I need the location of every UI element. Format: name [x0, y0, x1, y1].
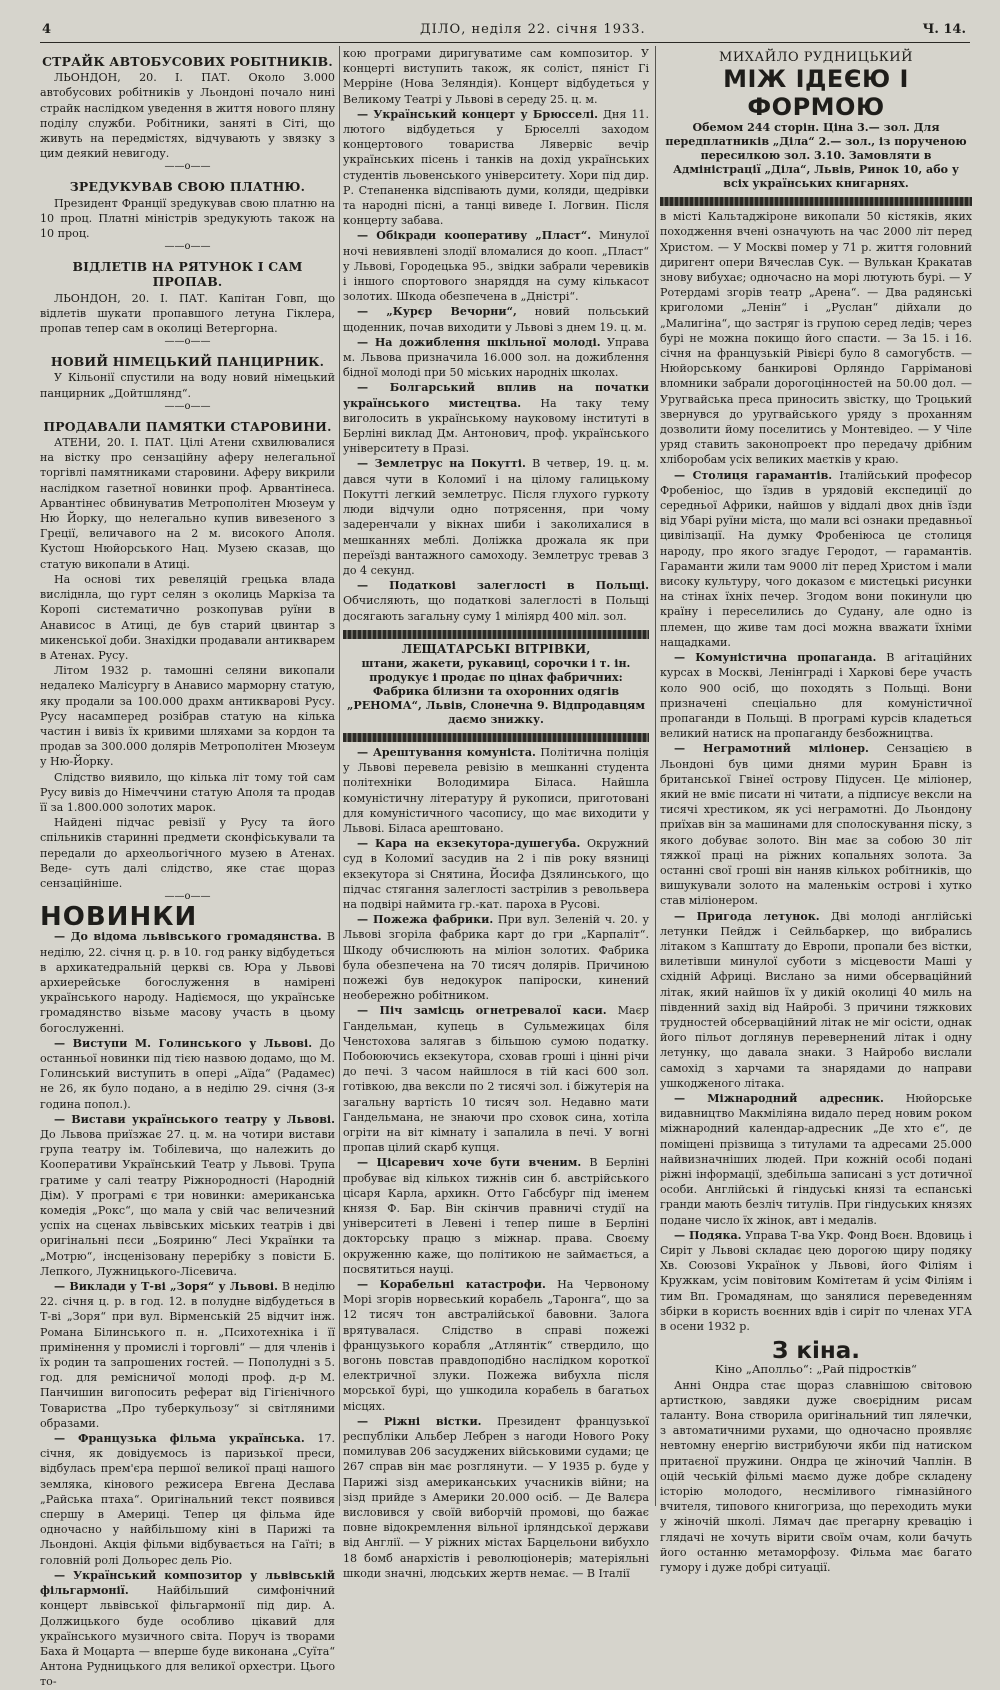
- news-text: Політична поліція у Львові перевела ревізію в мешканні студента політехніки Володимира Біласа. Найшла комуністичну літературу й рукописи, приготовані для комуністичного часопису, що має виходити у Львові. Біласа арештовано.: [343, 745, 649, 835]
- column-3: [660, 46, 973, 1575]
- news-text: При вул. Зеленій ч. 20. у Львові згоріла фабрика карт до гри „Карпаліт“. Шкоду обчислюють на міліон золотих. Фабрика була обезпечена на 70 тисяч долярів. Причиною пожежі був недокурок папіроски, кинений необережно робітником.: [343, 913, 649, 1003]
- news-text: Маєр Гандельман, купець в Сульмежицах біля Ченстохова залягав з більшою сумою податку. Побоюючись екзекутора, сховав гроші і цінні річи до печі. З часом найшлося в тій касі 600 зол. готівкою, два вексли по 2 тисячі зол. і біжутерія на загальну вартість 10 тисяч зол. Недавно мати Гандельмана, не знаючи про сховок сина, хотіла огріти на віт кімнату і запалила в печі. У вогні пропав цілий скарб купця.: [343, 1004, 649, 1155]
- news-lead: — Міжнародний адресник.: [674, 1091, 884, 1105]
- news-item: [343, 836, 649, 912]
- news-lead: — Український композитор у львівській фільгармонії.: [40, 1568, 335, 1598]
- article-text: АТЕНИ, 20. І. ПАТ. Цілі Атени схвилювалися на вістку про сензаційну аферу нелегальної торгівлі памятниками старовини. Аферу викрили наслідком газетної новинки проф. Арвантінеса. Арвантінес обвинуватив Метрополітен Мюзеум у Ню Йорку, що нелегально купив вивезеного з Греції, величавого на 2 м. високого Аполя. Кустош Нюйорського Нац. Музею сказав, що статую викопали в Атиці.: [40, 436, 335, 571]
- advertisement: [343, 642, 649, 727]
- column-1: [40, 46, 336, 1689]
- news-lead: — Виклади у Т-ві „Зоря“ у Львові.: [54, 1280, 279, 1294]
- news-lead: — До відома львівського громадянства.: [54, 930, 322, 944]
- section-heading: З кіна.: [772, 1338, 860, 1365]
- news-item: [40, 1568, 335, 1690]
- news-text: В четвер, 19. ц. м. дався чути в Коломиї і на цілому галицькому Покутті легкий землетрус. Після глухого гуркоту люди відчули одно потрясення, при чому задеренчали у вікнах шиби і заколихалися в мешканнях меблі. Доліжка дрожала як при переїзді вантажного самоходу. Землетрус тревав 3 до 4 секунд.: [343, 457, 649, 577]
- masthead-date: ДІЛО, неділя 22. січня 1933.: [420, 22, 646, 37]
- news-item: [343, 912, 649, 1003]
- news-item: [343, 1003, 649, 1155]
- ad-author: МИХАЙЛО РУДНИЦЬКИЙ: [719, 50, 913, 65]
- section-heading: НОВИНКИ: [40, 902, 198, 933]
- news-text: Минулої ночі невиявлені злодії вломалися до кооп. „Пласт“ у Львові, Городецька 95., звідки забрали черевиків і іншого спортового знаряддя на суму кількасот золотих. Шкода обезпечена в „Дністрі“.: [343, 229, 649, 304]
- news-text: До Львова приїзжає 27. ц. м. на чотири вистави група театру ім. Тобілевича, що належить до Кооперативи Український Театр у Львові. Трупа гратиме у салі театру Ріжнородності (Народній Дім). У програмі є три новинки: американська комедія „Рокс“, що мала у свій час величезний успіх на сценах львівських міських театрів і дві оригінальні пєси „Бояриню“ Лесі Українки та „Мотрю“, інсценізовану перерібку з повісти Б. Лепкого, Лужницького-Лісевича.: [40, 1128, 335, 1278]
- news-lead: — Цісаревич хоче бути вченим.: [357, 1156, 582, 1170]
- article-text: Слідство виявило, що кілька літ тому той сам Русу вивіз до Німеччини статую Аполя та продав її за 1.800.000 золотих марок.: [40, 770, 335, 814]
- news-item: [343, 1155, 649, 1277]
- news-text: Італійський професор Фробеніос, що їздив в урядовій експедиції до середньої Африки, найшов у віддалі двох днів їзди від Убарі руїни міста, що мали всі ознаки предавньої цивілізації. На думку Фробеніюса це столиця народу, про якого згадує Геродот, — гарамантів. Гараманти жили там 9000 літ перед Христом і мали високу культуру, чого доказом є мистецькі рисунки на стінах їхніх печер. Згодом вони покинули цю країну і переселились до Судану, але одно із племен, що живе там досі можна вважати їхніми нащадками.: [660, 468, 972, 649]
- news-item: [343, 107, 649, 229]
- news-lead: — Неграмотний міліонер.: [674, 742, 869, 756]
- news-lead: — Піч замісць огнетревалої каси.: [357, 1004, 607, 1018]
- ad-text: штани, жакети, рукавиці, сорочки і т. ін. продукує і продає по цінах фабричних: Фабрика білизни та охоронних одягів „РЕНОМА“, Львів, Слонечна 9. Відпродавцям даємо знижку.: [347, 656, 645, 726]
- news-text: Дня 11. лютого відбудеться у Брюселлі заходом концертового товариства Лявервіс вечір українських пісень і танків на дохід українських студентів льовенського університету. Хори під дир. Р. Степаненка відспівають думи, коляди, щедрівки та народні пісні, а танці виведе І. Логвин. Після концерту забава.: [343, 107, 649, 228]
- news-item: [343, 228, 649, 304]
- article-title: СТРАЙК АВТОБУСОВИХ РОБІТНИКІВ.: [42, 54, 333, 69]
- column-2: [343, 46, 649, 1580]
- news-text: Управа м. Львова призначила 16.000 зол. на дожиблення бідної молоді при 50 міських народніх школах.: [343, 335, 649, 380]
- news-item: [343, 745, 649, 836]
- news-lead: — Корабельні катастрофи.: [357, 1278, 546, 1292]
- article-text: Найдені підчас ревізії у Русу та його спільників старинні предмети сконфіськували та передали до археольогічного музею в Атенах. Веде- суть далі слідство, яке стає щораз сензаційніше.: [40, 816, 335, 890]
- page-header: [40, 22, 970, 43]
- news-item: [343, 304, 649, 334]
- news-text: новий польський щоденник, почав виходити у Львові з днем 19. ц. м.: [343, 305, 649, 334]
- ad-title: МІЖ ІДЕЄЮ І ФОРМОЮ: [723, 65, 909, 122]
- news-item: [40, 1036, 335, 1112]
- news-lead: — Землетрус на Покутті.: [357, 457, 526, 471]
- news-lead: — Пригода летунок.: [674, 909, 820, 923]
- news-item: [40, 1112, 335, 1279]
- news-text: Дві молоді англійські летунки Пейдж і Сейльбаркер, що вибрались літаком з Капштату до Европи, пропали без вістки, вилетівши минулої суботи з місцевости Маші у східній Африці. Вислано за ними обсерваційний літак, який найшов їх у дикій околиці 40 миль на південний захід від Найробі. З причини тяжкових трудностей обсерваційний літак не міг осісти, однак його пільот доглянув перевернений літак і одну летунку, що давала знаки. З Найробо вислали самохід з харчами та знарядами до направи ушкодженого літака.: [660, 909, 972, 1090]
- news-text: На Червоному Морі згорів норвеський корабель „Таронга“, що за 12 тисяч тон австралійської бавовни. Залога врятувалася. Слідство в справі пожежі французького корабля „Атлянтік“ ствердило, що вогонь повстав правдоподібно наслідком короткої електричної злуки. Пожежа вибухла після морської бурі, що ушкодила корабель в багатьох місцях.: [343, 1278, 649, 1413]
- news-lead: — Кара на екзекутора-душегуба.: [357, 837, 581, 851]
- ad-heading: ЛЕЩАТАРСЬКІ ВІТРІВКИ,: [401, 641, 591, 656]
- ad-border: [660, 197, 972, 206]
- article-title: ЗРЕДУКУВАВ СВОЮ ПЛАТНЮ.: [69, 179, 306, 195]
- news-lead: — Комуністична пропаганда.: [674, 651, 877, 665]
- news-text: Управа Т-ва Укр. Фонд Воєн. Вдовиць і Сиріт у Львові складає цею дорогою щиру подяку Хв. Союзові Українок у Львові, його Філіям і Кружкам, усім повітовим Комітетам й усім Філіям і тим Вп. Громадянам, що занялися переведенням збірки в користь воєнних вдів і сиріт по членах УГА в осени 1932 р.: [660, 1228, 972, 1334]
- news-item: [343, 1414, 649, 1581]
- news-item: [660, 909, 972, 1091]
- news-lead: — Український концерт у Брюсселі.: [357, 107, 598, 121]
- separator: ——o——: [164, 400, 211, 412]
- book-advertisement: [660, 50, 972, 191]
- separator: ——o——: [164, 336, 211, 348]
- news-text: Найбільший симфонічний концерт львівської фільгармонії під дир. А. Должицького буде особливо цікавий для українського музичного світа. Поруч із творами Баха й Моцарта — вперше буде виконана „Суїта“ Антона Рудницького для великої орхестри. Цього то-: [40, 1584, 336, 1689]
- article-title: ВІДЛЕТІВ НА РЯТУНОК І САМ ПРОПАВ.: [72, 259, 303, 290]
- article-text: На основі тих ревеляцій грецька влада висліднла, що гурт селян з околиць Маркіза та Коропі систематично розкопував руїни в Анависос в Атиці, де був старий цвинтар з микенської доби. Знахідки продавали антикварем в Атенах. Русу.: [40, 572, 335, 662]
- ad-border: [343, 630, 649, 639]
- article-text: Анні Ондра стає щораз славнішою світовою артисткою, завдяки дуже своєрідним рисам таланту. Вона створила оригінальний тип лялечки, з автоматичними рухами, що одночасно проявляє невтомну енергію вистрибуючи якби під натиском притаєної пружини. Ондра це жіночий Чаплін. В оцій чеській фільмі маємо дуже добре складену історію молодого, несміливого гімназійного вчителя, типового книгогриза, що переходить муки у жіночій школі. Лямач дає прегарну кревацію і глядачі не хочуть вірити своїм очам, коли бачуть його останню метаморфозу. Фільма має багато гумору і дуже добрі ситуації.: [660, 1378, 972, 1575]
- separator: ——o——: [164, 241, 211, 253]
- article-text: Президент Франції зредукував свою платню на 10 проц. Платні міністрів зредукують також на 10 проц.: [40, 196, 335, 241]
- news-text: До останньої новинки під тією назвою додамо, що М. Голинський виступить в опері „Аїда“ (Радамес) не 26, як було подано, а в неділю 29. січня (3-я година попол.).: [40, 1036, 336, 1111]
- news-lead: — Французька фільма українська.: [54, 1432, 305, 1446]
- news-item: [660, 1228, 972, 1334]
- news-item: [40, 1279, 335, 1431]
- news-lead: — На дожиблення шкільної молоді.: [357, 335, 601, 349]
- ad-border: [343, 733, 649, 742]
- ad-text: Обемом 244 сторін. Ціна 3.— зол. Для передплатників „Діла“ 2.— зол., із порученою пересилкою зол. 3.10. Замовляти в Адміністрації „Діла“, Львів, Ринок 10, або у всіх українських книгарнях.: [665, 121, 967, 191]
- news-lead: — Виступи М. Голинського у Львові.: [54, 1036, 313, 1050]
- news-lead: — Арештування комуніста.: [357, 745, 536, 759]
- news-item: [40, 929, 335, 1035]
- news-item: [660, 468, 972, 650]
- news-item: [343, 1277, 649, 1414]
- page-number: 4: [42, 22, 52, 37]
- article-text: У Кільонії спустили на воду новий німецький панцирник „Дойтшлянд“.: [40, 371, 335, 400]
- news-text: В неділю 22. січня ц. р. в год. 12. в полудне відбудеться в Т-ві „Зоря“ при вул. Вірменській 25 відчит інж. Романа Білинського п. н. „Психотехніка і її примінення у промислі і торговлі“ — для членів і їх родин та запрошених гостей. — Пополудні з 5. год. для ремісничої молоді проф. д-р М. Панчишин вигопосить реферат від Гігієнічного Товариства „Про туберкульозу“ зі світляними образами.: [40, 1280, 335, 1430]
- column-divider: [655, 46, 656, 1506]
- article-text: кою програми диригуватиме сам композитор. У концерті виступить також, як соліст, пяніст Гі Мерріне (Нова Зеляндія). Концерт відбудеться у Великому Театрі у Львові в середу 25. ц. м.: [343, 47, 649, 106]
- news-text: В агітаційних курсах в Москві, Ленінграді і Харкові бере участь коло 900 осіб, що походять з Польщі. Вони призначені спеціально для комуністичної пропаганди в Польщі. В програмі курсів кладеться великий натиск на пропаганду безбожництва.: [660, 651, 972, 741]
- news-item: [343, 578, 649, 624]
- news-lead: — Пожежа фабрики.: [357, 913, 494, 927]
- news-lead: — „Курєр Вечорни“,: [357, 305, 517, 319]
- news-item: [343, 380, 649, 456]
- news-item: [660, 650, 972, 741]
- news-lead: — Податкові залеглості в Польщі.: [357, 579, 649, 593]
- news-text: Сензацією в Льондоні був цими днями мурин Бравн із британської Гвінеї острову Підусен. Це міліонер, який не вміє писати ні читати, а підписує вексли на тисячі хрестиком, як усі неграмотні. До Льондону приїхав він за машинами для сполоскування піску, з якого добуває золото. Він має за собою 30 літ тяжкої праці на ріжних копальнях золота. За останні свої гроші він наняв кількох робітників, що вишукували золото на маленькім острові і хутко став міліонером.: [660, 742, 972, 908]
- news-text: В Берліні пробуває від кількох тижнів син б. австрійського цісаря Карла, архикн. Отто Габсбург під іменем князя Ф. Бар. Він скінчив правничі студії на університеті в Левені і тепер пише в Берліні докторську працю з міжнар. права. Своєму окруженню каже, що політикою не займається, а посвятиться науці.: [343, 1156, 649, 1276]
- article-title: ПРОДАВАЛИ ПАМЯТКИ СТАРОВИНИ.: [43, 418, 332, 434]
- news-text: 17. січня, як довідуємось із паризької преси, відбулась прем'єра першої великої праці нашого земляка, кінового режисера Евгена Деслава „Райська птаха“. Оригінальний текст появився спершу в Америці. Тепер ця фільма йде одночасно у найбільшому кіні в Парижі та Льондоні. Акція фільми відбувається на Гаїті; в головній ролі Дольорес дель Ріо.: [40, 1432, 335, 1567]
- article-title: НОВИЙ НІМЕЦЬКИЙ ПАНЦИРНИК.: [50, 354, 325, 370]
- news-item: [343, 335, 649, 381]
- article-text: в місті Кальтаджіроне викопали 50 кістяків, яких походження вчені означують на час 2000 літ перед Христом. — У Москві помер у 71 р. життя головний диригент опери Вячеслав Сук. — Вулькан Кракатав знову вибухає; одночасно на морі лютують бурі. — У Ротердамі згорів театр „Арена“. — Два радянські криголоми „Ленін“ і „Руслан“ дійхали до „Малигіна“, що застряг із групою серед ледів; через бурі не можна покищо його спасти. — За 15. і 16. січня на французькій Рівієрі було 8 самогубств. — Нюйорському банкирові Орляндо Гарріманові вломники забрали дорогоцінностей на 50.00 дол. — Уругвайська преса приносить звістку, що Троцький звернувся до уругвайського уряду з проханням дозволити йому поселитись у Монтевідео. — У Чіле уряд ставить законопроект про передачу дрібним хліборобам усіх великих маєтків у краю.: [660, 210, 972, 467]
- news-item: [343, 456, 649, 578]
- news-text: Президент французької республіки Альбер Лебрен з нагоди Нового Року помилував 206 засуджених військовими судами; це 267 справ він має розглянути. — У 1935 р. буде у Парижі зізд американських учасників війни; на зізд прийде з Америки 20.000 осіб. — Де Валєра висловився у своїй виборчій промові, що бажає повне відокремлення вільної ірляндської держави від Англії. — У ріжних містах Барцельони вибухло 18 бомб анархістів і революціонерів; матеріяльні шкоди значні, людських жертв немає. — В Італії: [343, 1414, 649, 1580]
- news-item: [40, 1431, 335, 1568]
- article-text: ЛЬОНДОН, 20. І. ПАТ. Около 3.000 автобусових робітників у Льондоні почало нині страйк наслідком уведення в життя нового пляну поділу служби. Робітники, заняті в Сіті, що живуть на передмістях, відчувають у звязку з цим деякий невигоду.: [40, 71, 335, 161]
- separator: ——o——: [164, 161, 211, 173]
- news-lead: — Обікради кооперативу „Пласт“.: [357, 229, 592, 243]
- news-text: На таку тему виголосить в українському науковому інституті в Берліні виклад Дм. Антонович, проф. українського університету в Празі.: [343, 396, 649, 456]
- issue-number: Ч. 14.: [922, 22, 966, 37]
- cinema-subtitle: Кіно „Аполльо“: „Рай підростків“: [715, 1362, 917, 1377]
- news-text: Нюйорське видавництво Макміліяна видало перед новим роком міжнародний календар-адресник „Де хто є“, де поміщені прізвища з титулами та адресами 25.000 найвизначніших людей. При кожній особі подані ріжні інформації, здебільша записані з уст дотичної особи. Англійські й гіндуські князі та еспанські гранди мають безліч титулів. При гіндуських князях подане число їх жінок, авт і медалів.: [660, 1091, 973, 1227]
- news-lead: — Вистави українського театру у Львові.: [54, 1112, 335, 1126]
- column-divider: [339, 46, 340, 1506]
- news-text: В неділю, 22. січня ц. р. в 10. год ранку відбудеться в архикатедральній церкві св. Юра у Львові архиерейське богослуження в намірені українського народу. Надіємося, що українське громадянство візьме масову участь в цьому богослуженні.: [40, 930, 335, 1035]
- news-lead: — Ріжні вістки.: [357, 1414, 482, 1428]
- article-text: Літом 1932 р. тамошні селяни викопали недалеко Малісургу в Анависо марморну статую, яку продали за 100.000 драхм антикварові Русу. Русу насамперед розібрав статую на кілька частин і вивіз їх кривими шляхами за кордон та продав за 300.000 долярів Метрополітен Мюзеум у Ню-Йорку.: [40, 664, 335, 769]
- news-item: [660, 1091, 972, 1228]
- news-lead: — Подяка.: [674, 1228, 742, 1242]
- news-lead: — Болгарський вплив на початки українського мистецтва.: [343, 381, 649, 410]
- news-text: Окружний суд в Коломиї засудив на 2 і пів року вязниці екзекутора зі Снятина, Йосифа Дзялинського, що підчас стягання залеглості застрілив з револьвера на подвірі наймита гр.-кат. пароха в Русові.: [343, 837, 649, 911]
- article-text: ЛЬОНДОН, 20. І. ПАТ. Капітан Говп, що відлетів шукати пропавшого летуна Гіклера, пропав тепер сам в околиці Ветергорна.: [40, 291, 335, 336]
- separator: ——o——: [164, 891, 211, 903]
- news-text: Обчисляють, що податкові залеглості в Польщі досягають загальну суму 1 міліярд 400 міл. зол.: [343, 594, 649, 623]
- news-item: [660, 741, 972, 908]
- news-lead: — Столиця гарамантів.: [674, 468, 833, 482]
